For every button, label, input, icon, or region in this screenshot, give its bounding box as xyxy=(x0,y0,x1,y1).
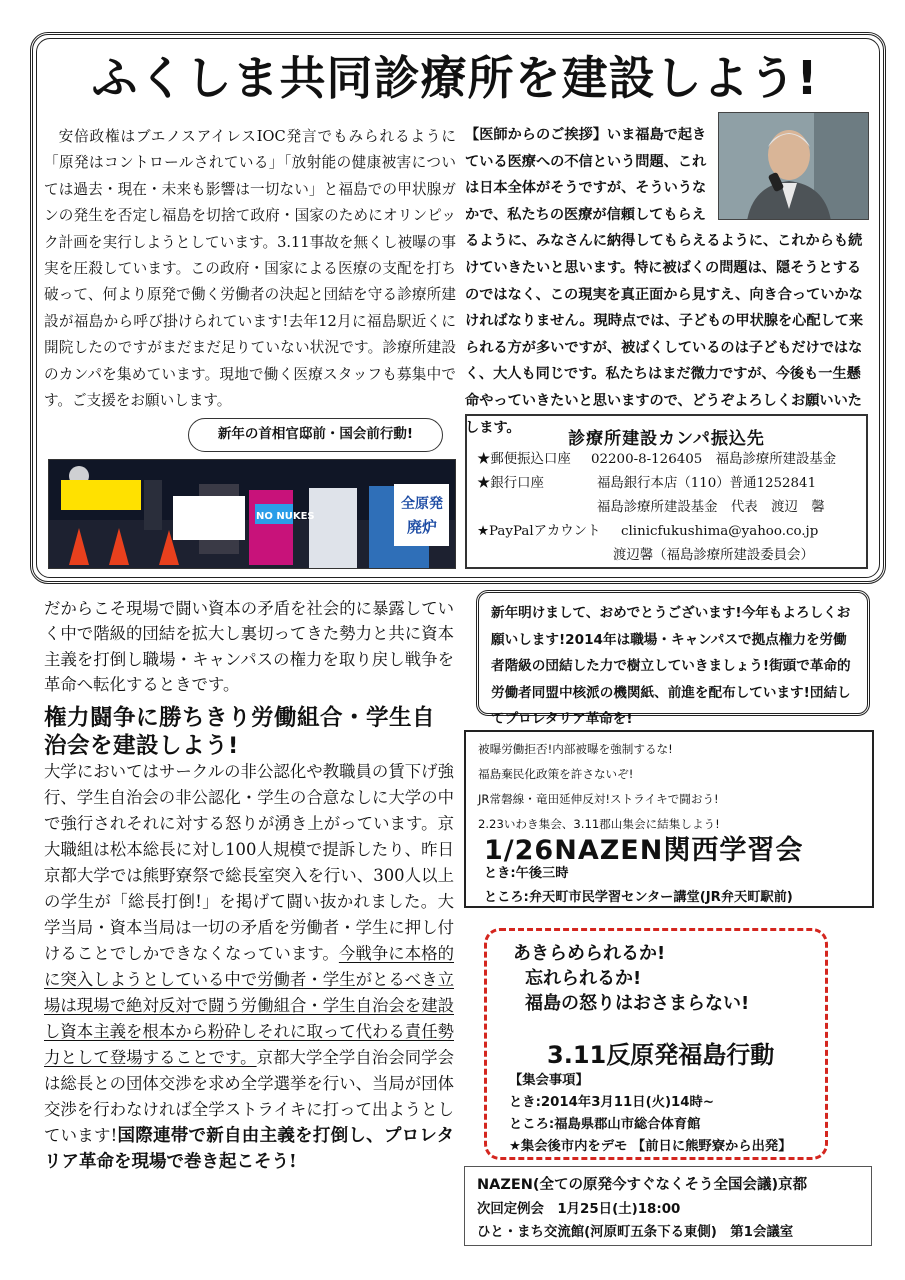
body-text-1: 大学においてはサークルの非公認化や教職員の賃下げ強行、学生自治会の非公認化・学生の合意なしに大学の中で強行されそれに対する怒りが湧き上がっています。京大職組は松本総長に対し100人規模で提訴したり、昨日京都大学では熊野寮祭で総長室突入を行い、300人以上の学生が「総長打倒!」を掲げて闘い抜かれました。大学当局・資本当局は一切の矛盾を労働者・学生に押し付けることでしかできなくなっています。 xyxy=(44,762,454,963)
action-copy-3: 福島の怒りはおさまらない! xyxy=(525,993,750,1014)
doctor-greeting-text: いま福島で起きている医療への不信という問題、これは日本全体がそうですが、そういうなかで、私たちの医療が信頼してもらえるように、みなさんに納得してもらえるように、これからも続けていきたいと思います。特に被ばくの問題は、隠そうとするのではなく、この現実を真正面から見すえ、向き合っていかなければなりません。現時点では、子どもの甲状腺を心配して来られる方が多いですが、被ばくしているのは子どもだけではなく、大人も同じです。私たちはまだ微力ですが、今後も一生懸命やっていきたいと思いますので、どうぞよろしくお願いいたします。 xyxy=(465,127,864,436)
study-slogan-4: 2.23いわき集会、3.11郡山集会に結集しよう! xyxy=(478,817,720,831)
bank-value: 福島銀行本店（110）普通1252841 xyxy=(597,476,817,491)
study-session-time: とき:午後三時 xyxy=(484,866,569,881)
bank-holder: 福島診療所建設基金 代表 渡辺 馨 xyxy=(597,500,825,515)
action-title: 3.11反原発福島行動 xyxy=(547,1041,775,1069)
postal-value: 02200-8-126405 福島診療所建設基金 xyxy=(591,452,837,467)
nazen-kyoto-box xyxy=(464,1166,872,1246)
rally-caption-bubble: 新年の首相官邸前・国会前行動! xyxy=(188,418,443,452)
action-time: とき:2014年3月11日(火)14時~ xyxy=(509,1095,714,1110)
donation-box xyxy=(465,414,868,569)
postal-label: ★郵便振込口座 xyxy=(477,452,571,467)
doctor-greeting-heading: 【医師からのご挨拶】 xyxy=(465,127,607,143)
paypal-value: clinicfukushima@yahoo.co.jp xyxy=(621,524,819,539)
rally-sign-zengenpatsu: 全原発 xyxy=(401,496,443,512)
body-text-bold: 国際連帯で新自由主義を打倒し、プロレタリア革命を現場で巻き起こそう! xyxy=(44,1126,454,1172)
study-session-box xyxy=(464,730,874,908)
page-title: ふくしま共同診療所を建設しよう! xyxy=(91,51,819,105)
bank-label: ★銀行口座 xyxy=(477,476,544,491)
action-place: ところ:福島県郡山市総合体育館 xyxy=(509,1117,701,1132)
study-slogan-2: 福島棄民化政策を許さないぞ! xyxy=(478,767,634,781)
rally-sign-hairo: 廃炉 xyxy=(407,518,438,536)
action-copy-2: 忘れられるか! xyxy=(525,968,642,989)
body-text-2: 京都大学全学自治会同学会は総長との団体交渉を求め全学選挙を行い、当局が団体交渉を行わなければ全学ストライキに打って出ようとしています! xyxy=(44,1048,455,1145)
rally-photo xyxy=(48,459,456,569)
bottom-left-intro: だからこそ現場で闘い資本の矛盾を社会的に暴露していく中で階級的団結を拡大し裏切ってきた勢力と共に資本主義を打倒し職場・キャンパスの権力を取り戻し戦争を革命へ転化するときです。 xyxy=(44,599,454,694)
nazen-venue: ひと・まち交流館(河原町五条下る東側) 第1会議室 xyxy=(477,1225,794,1240)
study-session-title: 1/26NAZEN関西学習会 xyxy=(484,835,804,866)
rally-sign-no-nukes: NO NUKES xyxy=(256,511,315,522)
action-copy-1: あきらめられるか! xyxy=(513,943,666,964)
study-slogan-3: JR常磐線・竜田延伸反対!ストライキで闘おう! xyxy=(478,792,719,806)
clinic-article xyxy=(44,124,456,414)
study-session-place: ところ:弁天町市民学習センター講堂(JR弁天町駅前) xyxy=(484,890,793,905)
bottom-left-body xyxy=(44,759,454,1175)
clinic-article-text: 安倍政権はブエノスアイレスIOC発言でもみられるように「原発はコントロールされている」「放射能の健康被害については過去・現在・未来も影響は一切ない」と福島での甲状腺ガンの発生を否定し福島を切捨て政府・国家のためにオリンピック計画を実行しようとしています。3.11事故を無くし被曝の事実を圧殺しています。この政府・国家による医療の支配を打ち破って、何より原発で働く労働者の決起と団結を守る診療所建設が福島から呼び掛けられています!去年12月に福島駅近くに開院したのですがまだまだ足りていない状況です。診療所建設のカンパを集めています。現地で働く医療スタッフも募集中です。ご支援をお願いします。 xyxy=(44,128,456,410)
study-slogan-1: 被曝労働拒否!内部被曝を強制するな! xyxy=(478,742,673,756)
nazen-org-name: NAZEN(全ての原発今すぐなくそう全国会議)京都 xyxy=(477,1177,808,1193)
assembly-label: 【集会事項】 xyxy=(509,1073,589,1088)
bottom-left-heading: 権力闘争に勝ちきり労働組合・学生自治会を建設しよう! xyxy=(44,705,436,759)
doctor-greeting xyxy=(465,122,870,441)
new-year-box: 新年明けまして、おめでとうございます!今年もよろしくお願いします!2014年は職場・キャンパスで拠点権力を労働者階級の団結した力で樹立していきましょう!街頭で革命的労働者同盟中核派の機関紙、前進を配布しています!団結してプロレタリア革命を! xyxy=(476,590,870,716)
nazen-next-meeting: 次回定例会 1月25日(土)18:00 xyxy=(477,1202,681,1217)
body-text-underlined: 今戦争に本格的に突入しようとしている中で労働者・学生がとるべき立場は現場で絶対反対で闘う労働組合・学生自治会を建設し資本主義を根本から粉砕しそれに取って代わる責任勢力として登場することです。 xyxy=(44,944,455,1067)
action-note: ★集会後市内をデモ 【前日に熊野寮から出発】 xyxy=(509,1139,792,1154)
paypal-label: ★PayPalアカウント xyxy=(477,524,601,539)
donation-title: 診療所建設カンパ振込先 xyxy=(568,429,765,449)
paypal-holder: 渡辺馨（福島診療所建設委員会） xyxy=(613,548,814,563)
fukushima-action-box xyxy=(484,928,828,1160)
